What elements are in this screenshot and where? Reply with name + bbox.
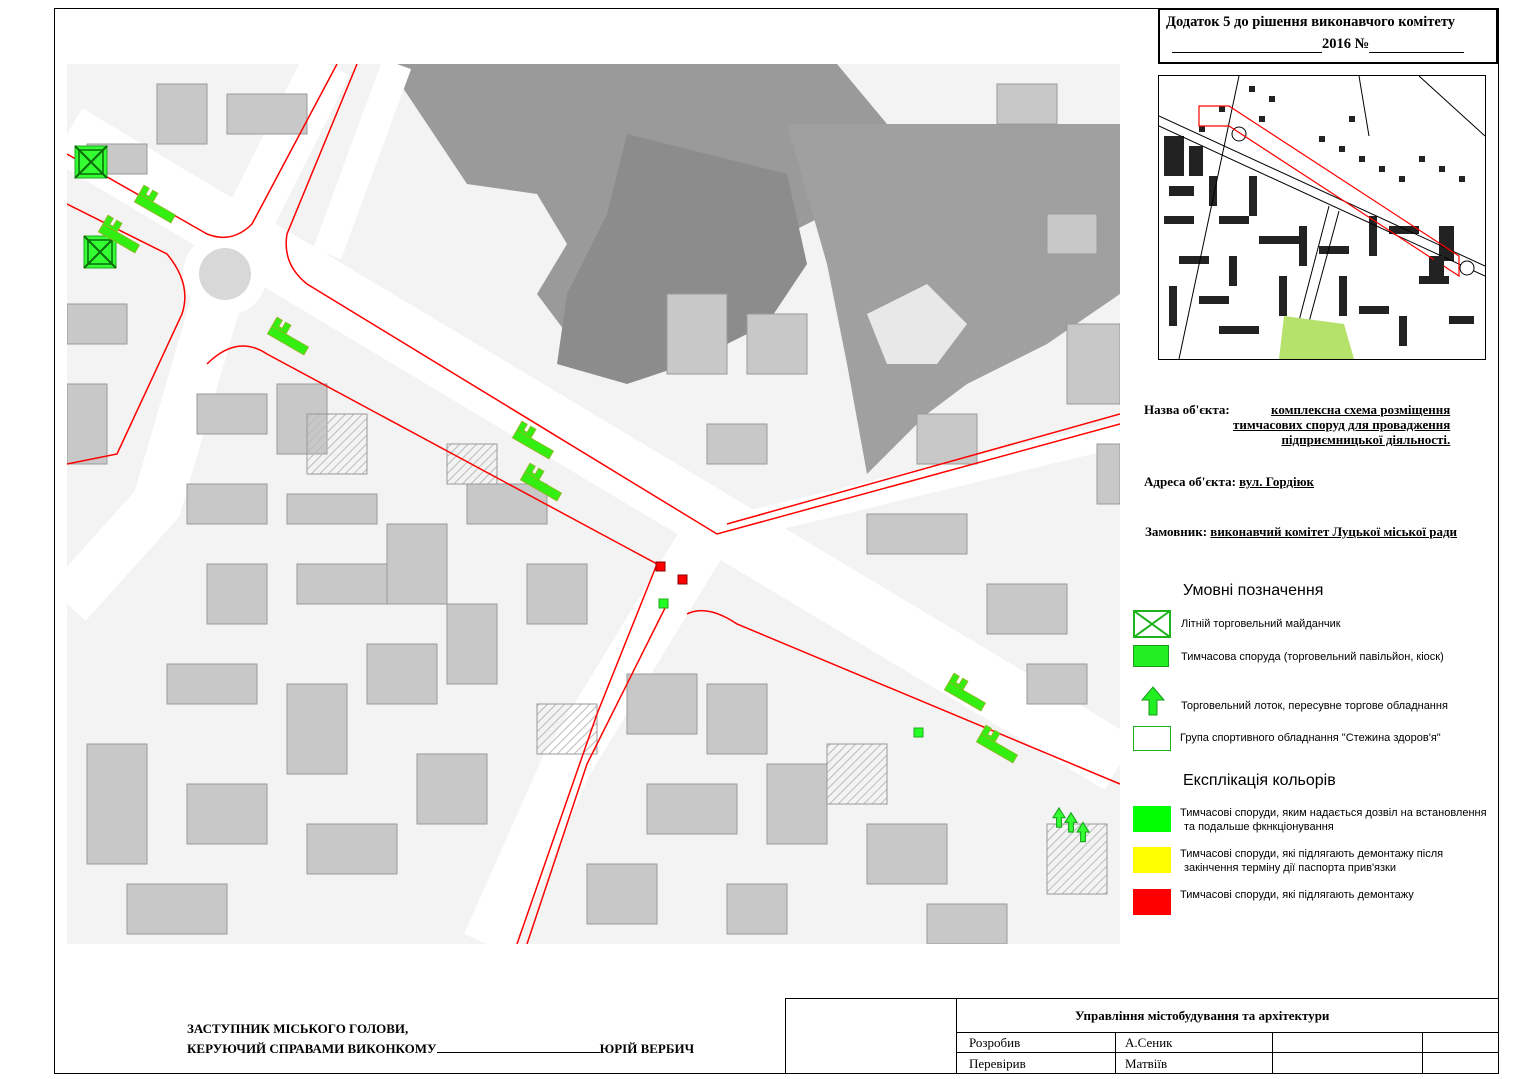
kiosk-small-marker [659, 599, 668, 608]
location-inset-map[interactable] [1158, 75, 1486, 360]
appendix-stamp [1158, 8, 1498, 64]
object-address-block [1144, 474, 1314, 490]
object-address-label: Адреса об'єкта: [1144, 474, 1236, 489]
checked-by-name: Матвіїв [1125, 1056, 1168, 1071]
customer-block [1145, 524, 1457, 540]
object-name-block [1144, 402, 1450, 447]
organization-name: Управління містобудування та архітектури [1075, 1008, 1330, 1023]
map-canvas [67, 64, 1120, 944]
appendix-line: Додаток 5 до рішення виконавчого комітету [1166, 14, 1456, 30]
legend-item-trading-stall: Торговельний лоток, пересувне торгове обладнання [1181, 700, 1448, 712]
legend-title: Умовні позначення [1183, 582, 1324, 599]
arrow-up-icon [1141, 686, 1165, 716]
color-red-line-1: Тимчасові споруди, які підлягають демонтажу [1180, 889, 1414, 901]
developed-by-name: А.Сеник [1125, 1035, 1173, 1050]
legend-item-temporary-structure: Тимчасова споруда (торговельний павільйон, кіоск) [1181, 651, 1444, 663]
legend-item-summer-site: Літній торговельний майданчик [1181, 618, 1341, 630]
object-name-line-3: підприємницької діяльності. [1281, 432, 1451, 447]
checked-by-label: Перевірив [969, 1056, 1026, 1071]
signature-position-line-1: ЗАСТУПНИК МІСЬКОГО ГОЛОВИ, [187, 1021, 409, 1036]
color-swatch-red [1133, 889, 1171, 915]
colors-legend-title: Експлікація кольорів [1183, 772, 1336, 789]
decision-year: 2016 № [1322, 36, 1370, 52]
kiosk-small-marker [914, 728, 923, 737]
color-yellow-line-1: Тимчасові споруди, які підлягають демонтажу після [1180, 848, 1444, 860]
legend-item-sport-equipment: Група спортивного обладнання "Стежина здоров'я" [1180, 732, 1441, 744]
object-name-label: Назва об'єкта: [1144, 402, 1230, 417]
color-swatch-yellow [1133, 847, 1171, 873]
inset-canvas [1159, 76, 1485, 359]
color-yellow-line-2: закінчення терміну дії паспорта прив'язки [1184, 862, 1396, 874]
outline-rect-icon [1133, 726, 1171, 751]
filled-rect-icon [1133, 645, 1169, 667]
object-name-line-2: тимчасових споруд для провадження [1232, 417, 1451, 432]
demolish-marker [656, 562, 665, 571]
object-address-value: вул. Гордіюк [1239, 474, 1315, 489]
demolish-marker [678, 575, 687, 584]
decision-number-line [1172, 36, 1464, 53]
site-plan-map[interactable] [67, 64, 1120, 944]
customer-label: Замовник: [1145, 524, 1208, 539]
signature-name: ЮРІЙ ВЕРБИЧ [599, 1041, 695, 1056]
object-name-values [1233, 402, 1450, 447]
customer-value: виконавчий комітет Луцької міської ради [1210, 524, 1458, 539]
title-block [785, 998, 1499, 1074]
color-green-line-2: та подальше фкнкціонування [1184, 821, 1334, 833]
color-green-line-1: Тимчасові споруди, яким надається дозвіл на встановлення [1180, 807, 1487, 819]
object-name-line-1: комплексна схема розміщення [1271, 402, 1451, 417]
signature-position-title: КЕРУЮЧИЙ СПРАВАМИ ВИКОНКОМУ [187, 1041, 437, 1056]
color-swatch-green [1133, 806, 1171, 832]
signature-block [187, 1019, 694, 1059]
developed-by-label: Розробив [969, 1035, 1021, 1050]
crossed-box-icon [1133, 610, 1171, 638]
signature-position-line-2 [187, 1039, 694, 1059]
